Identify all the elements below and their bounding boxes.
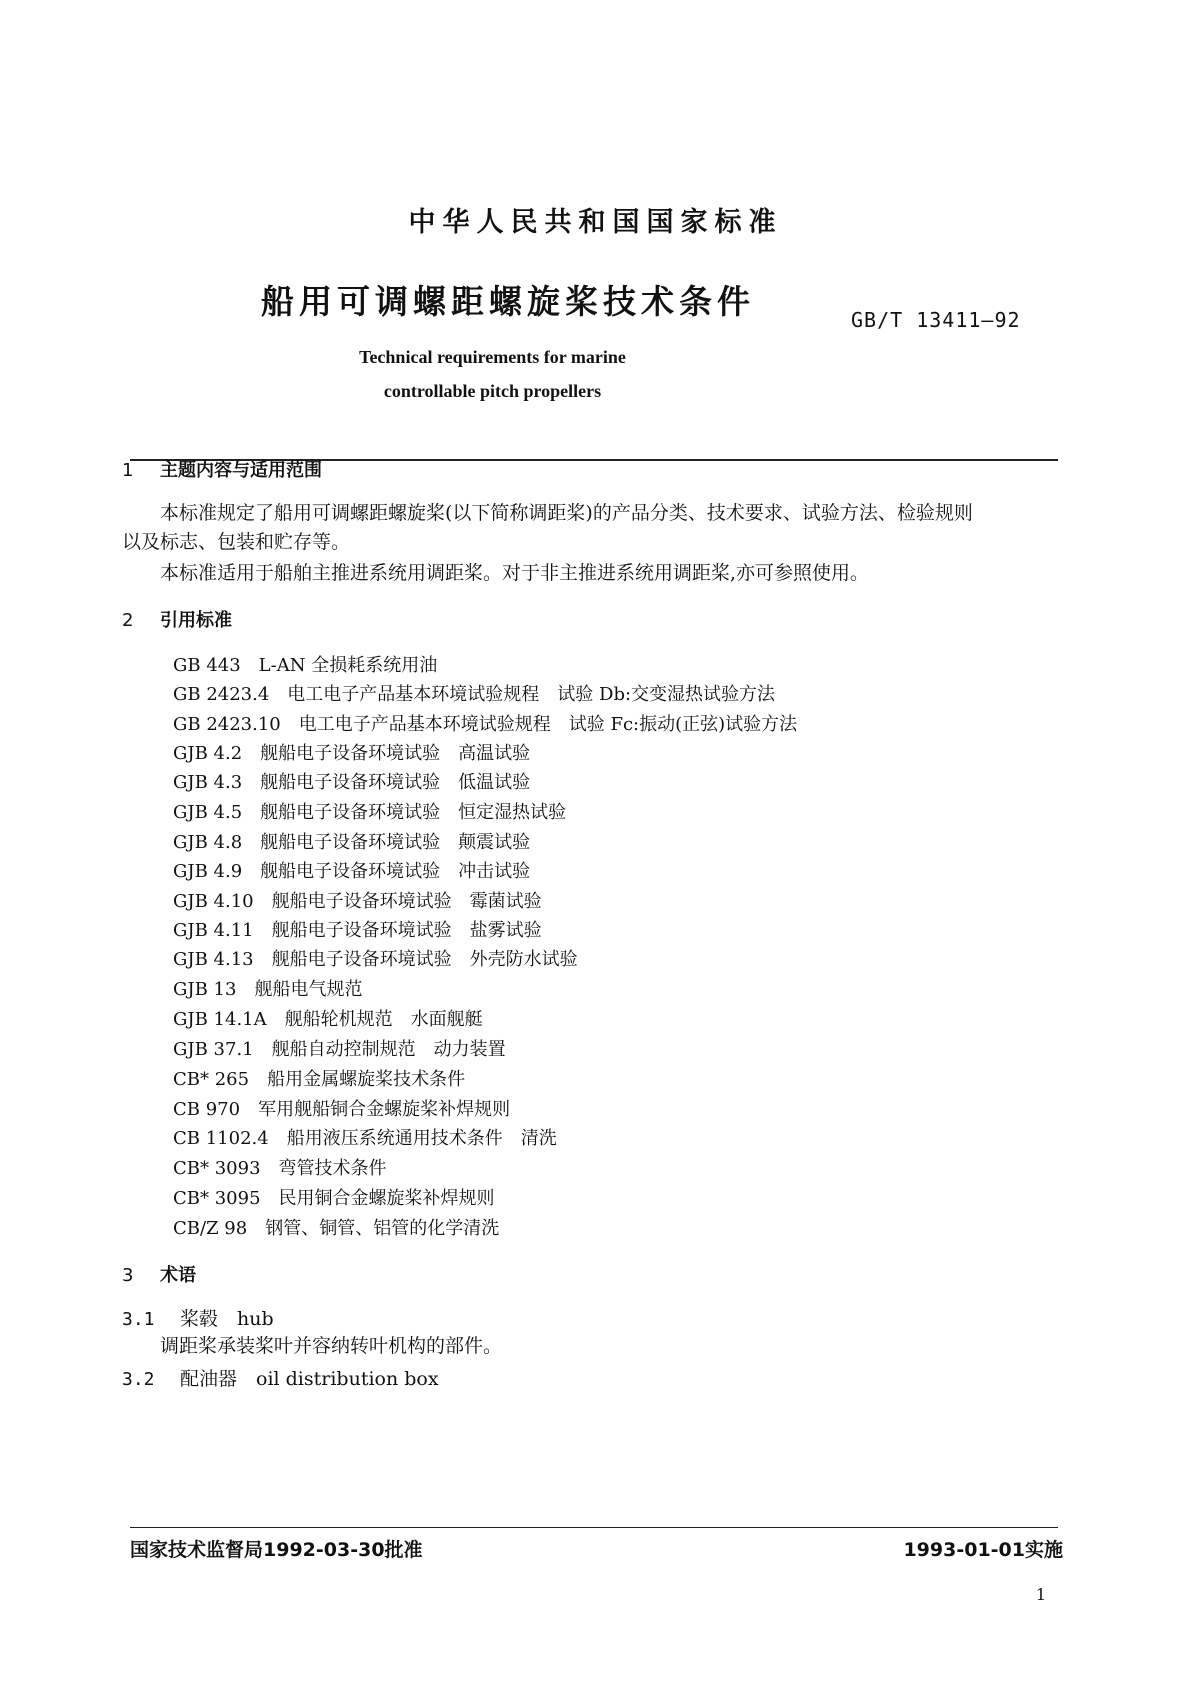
reference-item: CB* 3093 弯管技术条件 xyxy=(173,1158,387,1179)
reference-item: GJB 4.3 舰船电子设备环境试验 低温试验 xyxy=(173,772,531,793)
section-1-para1-line1: 本标准规定了船用可调螺距螺旋桨(以下简称调距桨)的产品分类、技术要求、试验方法、检验规则 xyxy=(160,502,973,524)
section-2-number: 2 xyxy=(122,610,134,631)
reference-item: CB* 265 船用金属螺旋桨技术条件 xyxy=(173,1069,466,1090)
reference-item: CB* 3095 民用铜合金螺旋桨补焊规则 xyxy=(173,1188,495,1209)
section-2-heading xyxy=(122,606,232,632)
reference-item: GJB 4.8 舰船电子设备环境试验 颠震试验 xyxy=(173,832,531,853)
title-en-line2: controllable pitch propellers xyxy=(383,381,602,401)
term-3-1-number: 3.1 xyxy=(122,1309,155,1330)
document-title-zh: 船用可调螺距螺旋桨技术条件 xyxy=(261,282,755,321)
reference-item: GJB 4.5 舰船电子设备环境试验 恒定湿热试验 xyxy=(173,802,567,823)
reference-item: GJB 14.1A 舰船轮机规范 水面舰艇 xyxy=(173,1009,483,1030)
reference-item: GJB 37.1 舰船自动控制规范 动力装置 xyxy=(173,1039,506,1060)
reference-item: CB/Z 98 钢管、铜管、铝管的化学清洗 xyxy=(173,1218,500,1239)
section-3-number: 3 xyxy=(122,1265,134,1286)
page-number: 1 xyxy=(1035,1585,1046,1604)
section-1-title: 主题内容与适用范围 xyxy=(160,460,322,481)
reference-item: GJB 4.2 舰船电子设备环境试验 高温试验 xyxy=(173,743,531,764)
reference-item: GJB 4.13 舰船电子设备环境试验 外壳防水试验 xyxy=(173,949,578,970)
section-1-heading xyxy=(122,456,322,482)
national-standard-label: 中华人民共和国国家标准 xyxy=(408,207,783,238)
term-3-2-title: 配油器 oil distribution box xyxy=(180,1368,439,1390)
reference-item: CB 970 军用舰船铜合金螺旋桨补焊规则 xyxy=(173,1099,511,1120)
term-3-1 xyxy=(122,1304,274,1331)
reference-item: GB 443 L-AN 全损耗系统用油 xyxy=(173,655,438,676)
term-3-2-number: 3.2 xyxy=(122,1369,155,1390)
reference-item: GJB 13 舰船电气规范 xyxy=(173,979,363,1000)
section-3-heading xyxy=(122,1261,196,1287)
term-3-2 xyxy=(122,1364,439,1391)
section-1-number: 1 xyxy=(122,460,134,481)
reference-item: GB 2423.10 电工电子产品基本环境试验规程 试验 Fc:振动(正弦)试验方法 xyxy=(173,714,798,735)
term-3-1-definition: 调距桨承装桨叶并容纳转叶机构的部件。 xyxy=(160,1335,503,1357)
implementation-date: 1993-01-01实施 xyxy=(903,1539,1063,1561)
title-en-line1: Technical requirements for marine xyxy=(359,347,626,367)
document-title-en xyxy=(0,340,985,408)
standard-code: GB/T 13411—92 xyxy=(851,308,1021,332)
reference-item: GJB 4.9 舰船电子设备环境试验 冲击试验 xyxy=(173,861,531,882)
term-3-1-title: 桨毂 hub xyxy=(180,1308,274,1330)
section-1-para2: 本标准适用于船舶主推进系统用调距桨。对于非主推进系统用调距桨,亦可参照使用。 xyxy=(160,562,870,584)
section-1-para1-line2: 以及标志、包装和贮存等。 xyxy=(122,531,351,553)
section-2-title: 引用标准 xyxy=(160,610,232,631)
approval-date: 国家技术监督局1992-03-30批准 xyxy=(130,1539,423,1561)
section-3-title: 术语 xyxy=(160,1265,196,1286)
reference-item: GJB 4.10 舰船电子设备环境试验 霉菌试验 xyxy=(173,891,542,912)
reference-item: CB 1102.4 船用液压系统通用技术条件 清洗 xyxy=(173,1128,557,1149)
footer-divider xyxy=(130,1527,1058,1528)
reference-item: GB 2423.4 电工电子产品基本环境试验规程 试验 Db:交变湿热试验方法 xyxy=(173,684,776,705)
reference-item: GJB 4.11 舰船电子设备环境试验 盐雾试验 xyxy=(173,920,542,941)
